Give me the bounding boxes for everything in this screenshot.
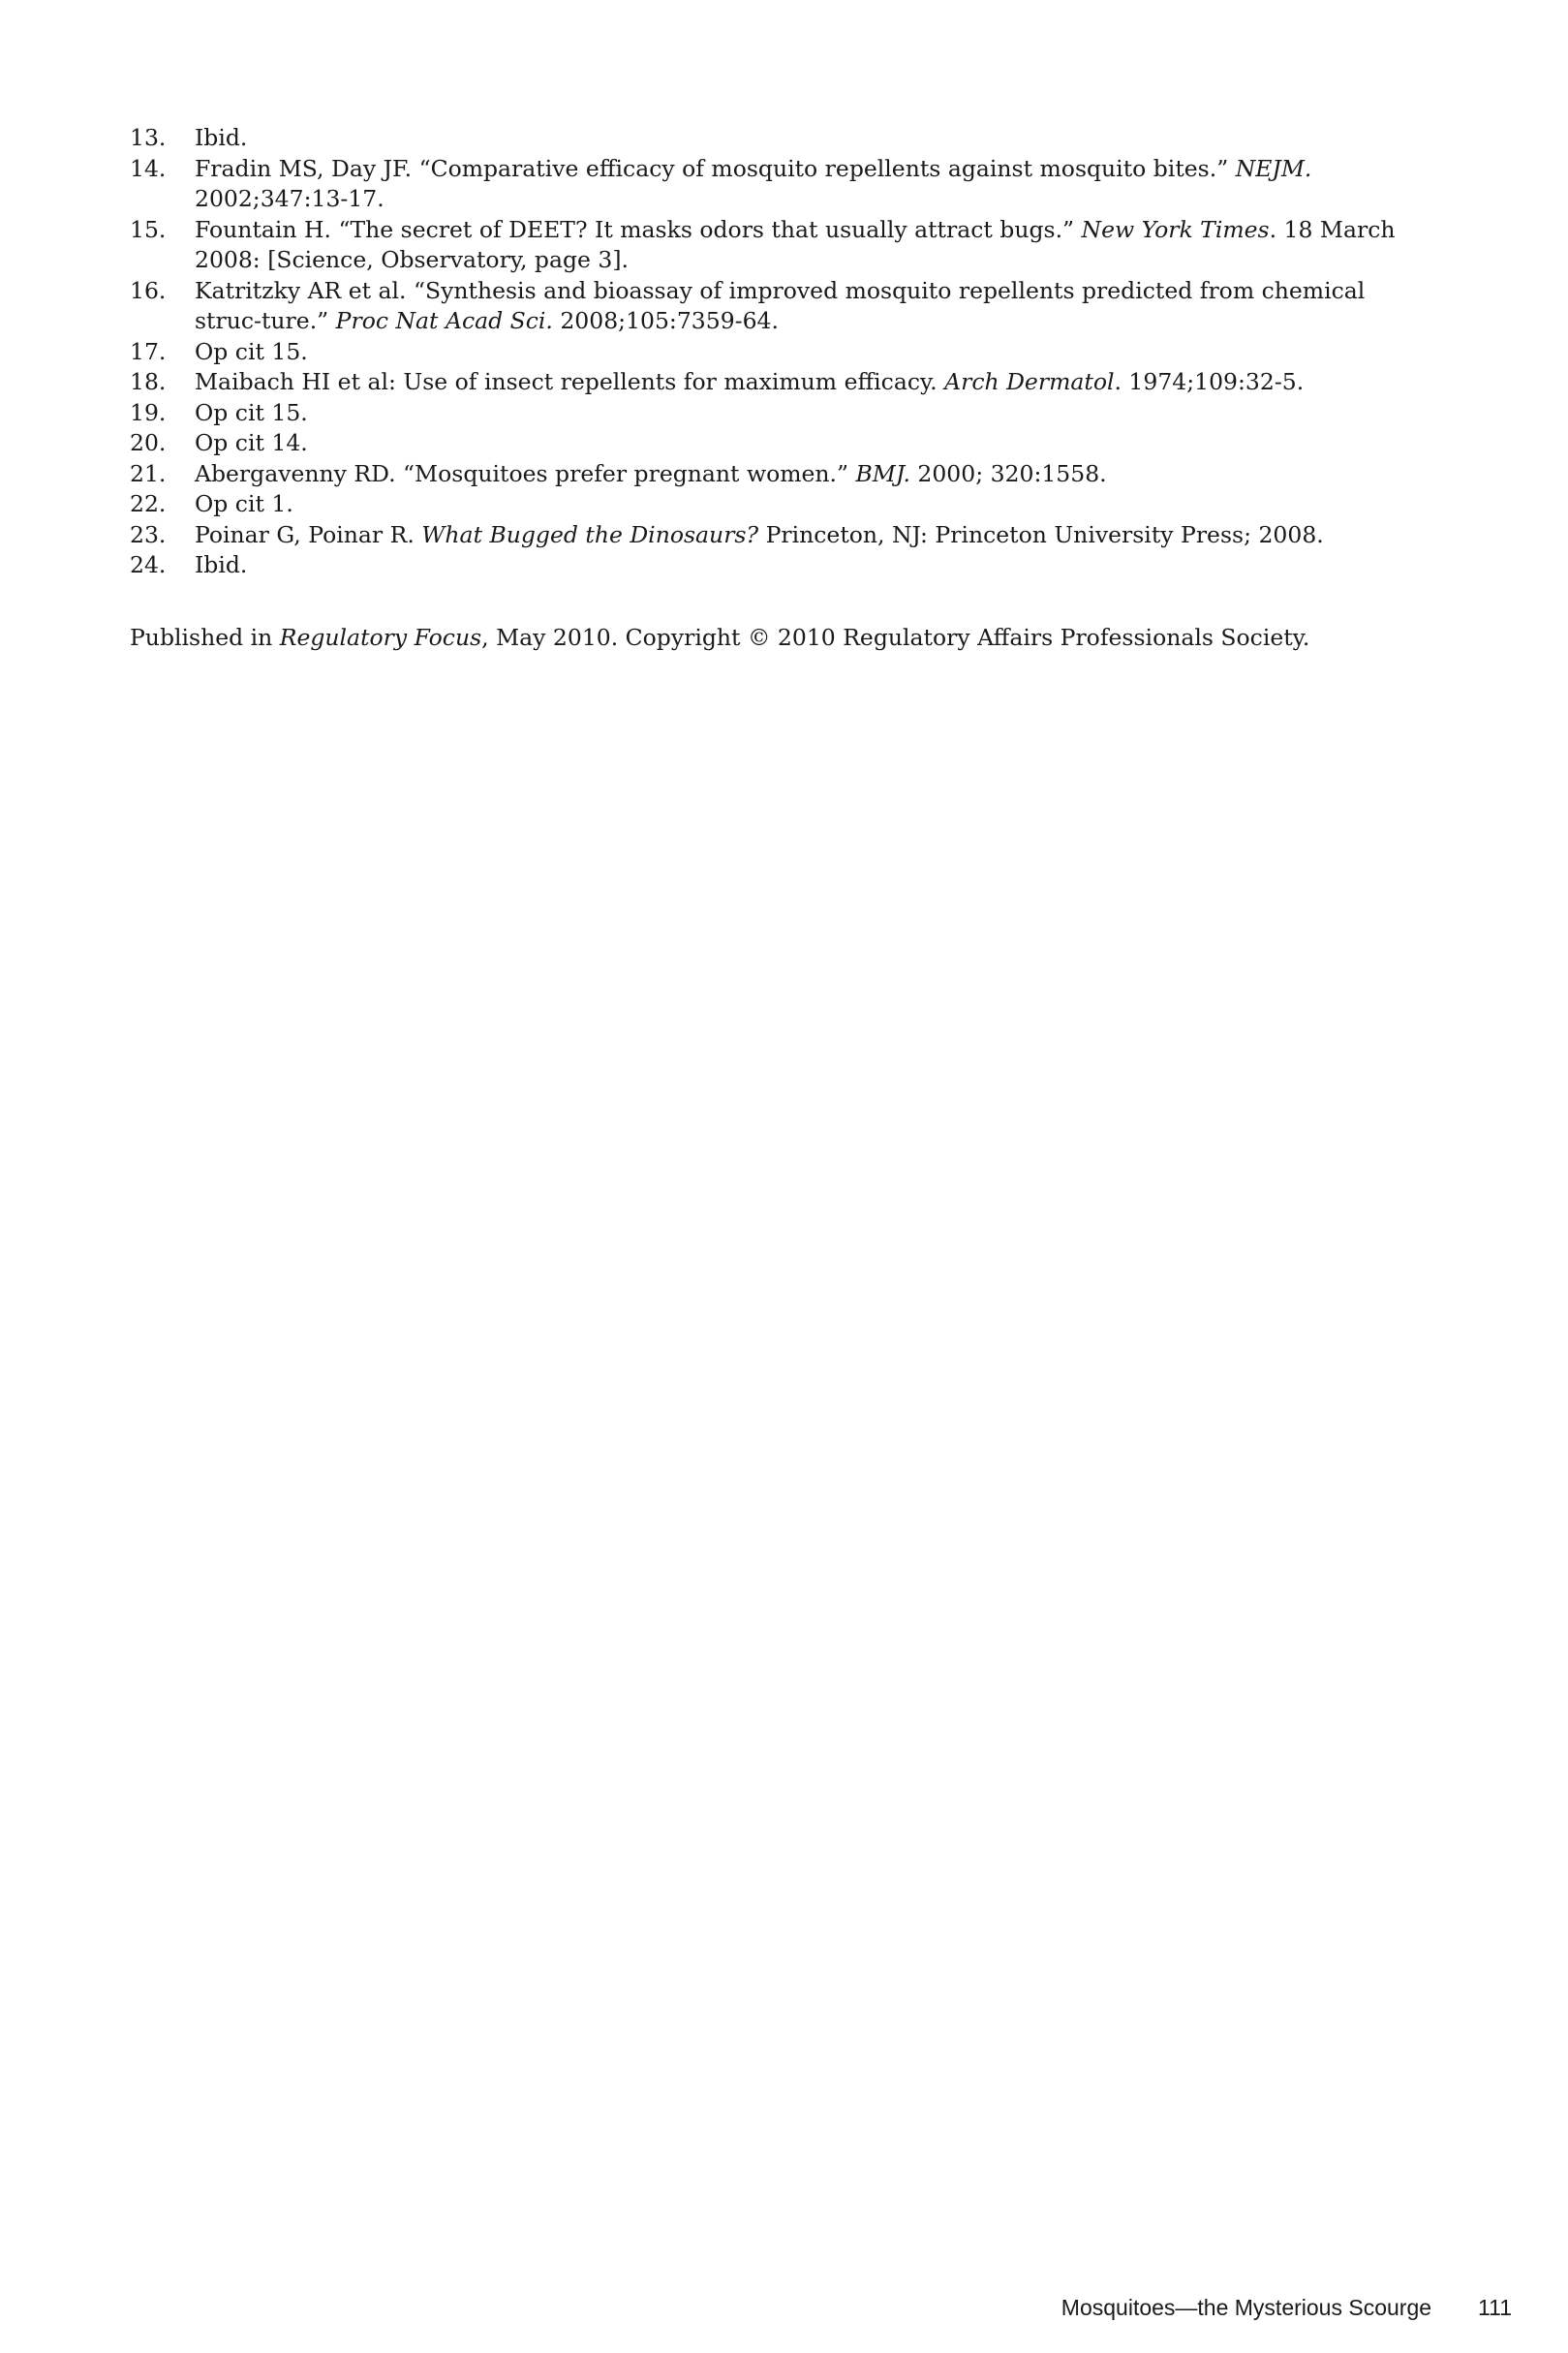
reference-text (195, 215, 1408, 276)
reference-text (195, 123, 1408, 154)
reference-item (130, 428, 1408, 459)
reference-text-part: Op cit 14. (195, 429, 308, 456)
reference-item (130, 489, 1408, 520)
reference-number: 16. (130, 276, 167, 304)
reference-text (195, 154, 1408, 215)
page-number: 111 (1478, 2295, 1512, 2320)
reference-text (195, 276, 1408, 337)
publication-suffix: , May 2010. Copyright © 2010 Regulatory Affairs Professionals Society. (481, 624, 1310, 651)
reference-text-part: 2002;347:13-17. (195, 185, 384, 212)
page-footer (1061, 2293, 1512, 2322)
reference-number: 20. (130, 429, 167, 456)
reference-text-part: Abergavenny RD. “Mosquitoes prefer pregnant women.” (195, 459, 856, 487)
reference-source-italic: New York Times (1081, 215, 1270, 243)
reference-source-italic: What Bugged the Dinosaurs? (421, 520, 759, 548)
reference-item (130, 337, 1408, 368)
reference-text (195, 428, 1408, 459)
reference-item (130, 550, 1408, 581)
reference-text-part: 2008;105:7359-64. (552, 307, 779, 334)
reference-text-part: Ibid. (195, 124, 248, 151)
reference-item (130, 459, 1408, 490)
reference-text-part: 2000; 320:1558. (909, 459, 1107, 487)
reference-number: 19. (130, 398, 167, 426)
reference-text (195, 550, 1408, 581)
reference-text-part: Maibach HI et al: Use of insect repellents for maximum efficacy. (195, 368, 945, 395)
reference-text-part: Fountain H. “The secret of DEET? It masks odors that usually attract bugs.” (195, 215, 1082, 243)
reference-text-part: Op cit 15. (195, 398, 308, 426)
reference-number: 22. (130, 490, 167, 517)
reference-text-part: Ibid. (195, 551, 248, 578)
reference-text-part: Poinar G, Poinar R. (195, 520, 422, 548)
reference-text (195, 398, 1408, 429)
reference-source-italic: Proc Nat Acad Sci. (335, 307, 553, 334)
reference-source-italic: NEJM. (1235, 154, 1312, 182)
reference-source-italic: Arch Dermatol (944, 368, 1115, 395)
publication-note (130, 623, 1437, 654)
reference-text-part: Fradin MS, Day JF. “Comparative efficacy of mosquito repellents against mosquito bites.” (195, 154, 1236, 182)
reference-text-part: Op cit 15. (195, 337, 308, 365)
reference-number: 21. (130, 459, 167, 487)
reference-item (130, 215, 1408, 276)
reference-number: 17. (130, 337, 167, 365)
journal-name: Regulatory Focus (279, 624, 482, 651)
reference-text (195, 367, 1408, 398)
reference-item (130, 367, 1408, 398)
reference-list (130, 123, 1408, 581)
reference-item (130, 398, 1408, 429)
publication-prefix: Published in (130, 624, 280, 651)
reference-item (130, 123, 1408, 154)
reference-item (130, 520, 1408, 551)
reference-text-part: . 18 March 2008: [Science, Observatory, page 3]. (195, 215, 1396, 273)
reference-text (195, 520, 1408, 551)
reference-number: 18. (130, 368, 167, 395)
reference-text (195, 459, 1408, 490)
reference-number: 23. (130, 520, 167, 548)
reference-text-part: Princeton, NJ: Princeton University Press; 2008. (758, 520, 1324, 548)
running-title: Mosquitoes—the Mysterious Scourge (1061, 2295, 1432, 2320)
reference-text-part: Katritzky AR et al. “Synthesis and bioassay of improved mosquito repellents predicted from chemical struc-ture.” (195, 276, 1366, 334)
reference-item (130, 276, 1408, 337)
reference-number: 24. (130, 551, 167, 578)
reference-text-part: . 1974;109:32-5. (1114, 368, 1305, 395)
reference-source-italic: BMJ. (855, 459, 910, 487)
reference-text (195, 337, 1408, 368)
reference-item (130, 154, 1408, 215)
reference-text-part: Op cit 1. (195, 490, 293, 517)
reference-number: 15. (130, 215, 167, 243)
reference-number: 14. (130, 154, 167, 182)
reference-number: 13. (130, 124, 167, 151)
reference-text (195, 489, 1408, 520)
